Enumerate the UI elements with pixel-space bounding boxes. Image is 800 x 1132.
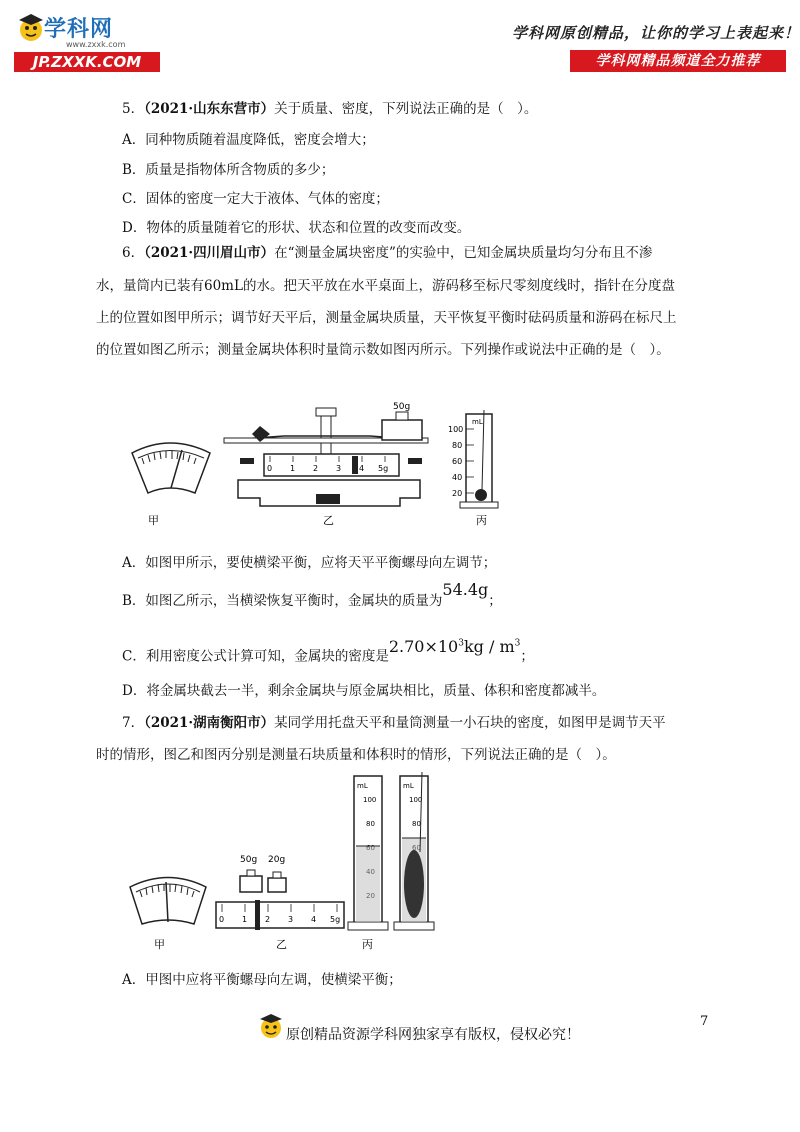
q6-option-d: D．将金属块截去一半，剩余金属块与原金属块相比，质量、体积和密度都减半。 bbox=[122, 683, 606, 699]
q5-number: 5． bbox=[122, 101, 145, 117]
q5-option-c: C．固体的密度一定大于液体、气体的密度； bbox=[122, 191, 389, 207]
q6-source: （2021·四川眉山市） bbox=[144, 245, 275, 261]
q7-stem-line-2: 时的情形，图乙和图丙分别是测量石块质量和体积时的情形，下列说法正确的是（ ）。 bbox=[96, 747, 616, 763]
q7-cyl1-unit: mL bbox=[357, 782, 368, 790]
q6-scale-3: 3 bbox=[336, 464, 342, 473]
q6-figure bbox=[120, 398, 540, 533]
q7-scale-3: 3 bbox=[288, 915, 294, 924]
q6-scale-4: 4 bbox=[359, 464, 365, 473]
q6-label-jia: 甲 bbox=[148, 514, 159, 527]
q7-number: 7． bbox=[122, 715, 145, 731]
q6-scale-0: 0 bbox=[267, 464, 273, 473]
q7-scale-5: 5g bbox=[330, 915, 341, 924]
q7-scale-1: 1 bbox=[242, 915, 248, 924]
q6-cyl-20: 20 bbox=[452, 489, 463, 498]
q6-option-c bbox=[122, 637, 534, 665]
q6-option-b-math: 54.4g bbox=[442, 580, 489, 599]
q6-option-c-math bbox=[389, 637, 521, 656]
q5-stem-text: 关于质量、密度，下列说法正确的是（ ）。 bbox=[274, 101, 538, 117]
q7-cylinders-bing bbox=[348, 772, 434, 930]
logo-title: 学科网 bbox=[44, 17, 114, 42]
q6-c-base: 2.70×10 bbox=[388, 637, 459, 657]
q6-option-b bbox=[122, 580, 502, 610]
q6-option-b-text: B．如图乙所示，当横梁恢复平衡时，金属块的质量为 bbox=[122, 593, 443, 609]
q7-cyl1-100: 100 bbox=[363, 796, 377, 804]
q6-cyl-80: 80 bbox=[452, 441, 463, 450]
q6-scale-1: 1 bbox=[290, 464, 296, 473]
q7-stem-line-1 bbox=[122, 714, 666, 732]
mascot-icon bbox=[16, 12, 46, 52]
q7-weight-50: 50g bbox=[240, 855, 258, 865]
q7-stem-text-1: 某同学用托盘天平和量筒测量一小石块的密度，如图甲是调节天平 bbox=[274, 715, 666, 731]
q6-weight-label: 50g bbox=[393, 402, 411, 412]
q6-scale-5: 5g bbox=[378, 464, 389, 473]
q6-stem-line-3: 上的位置如图甲所示；调节好天平后，测量金属块质量，天平恢复平衡时砝码质量和游码在标尺上 bbox=[96, 310, 677, 326]
q7-cyl2-unit: mL bbox=[403, 782, 414, 790]
q6-option-c-text: C．利用密度公式计算可知，金属块的密度是 bbox=[122, 648, 389, 665]
q6-stem-line-4: 的位置如图乙所示；测量金属块体积时量筒示数如图丙所示。下列操作或说法中正确的是（ ）。 bbox=[96, 342, 670, 358]
q7-option-a: A．甲图中应将平衡螺母向左调，使横梁平衡； bbox=[122, 972, 402, 988]
q6-cylinder-unit: mL bbox=[472, 418, 483, 426]
q7-label-yi: 乙 bbox=[276, 938, 287, 951]
mascot-icon bbox=[258, 1012, 284, 1044]
q6-c-unit: kg / m bbox=[463, 637, 515, 657]
q7-cyl2-100: 100 bbox=[409, 796, 423, 804]
logo-subtitle: www.zxxk.com bbox=[66, 40, 126, 49]
q7-cyl1-80: 80 bbox=[366, 820, 375, 828]
q6-scale-2: 2 bbox=[313, 464, 319, 473]
q7-scale-4: 4 bbox=[311, 915, 317, 924]
q6-cylinder-bing bbox=[448, 410, 498, 508]
q7-weight-20: 20g bbox=[268, 855, 286, 865]
q6-option-a: A．如图甲所示，要使横梁平衡，应将天平平衡螺母向左调节； bbox=[122, 555, 497, 571]
q7-label-bing: 丙 bbox=[362, 938, 373, 951]
q7-source: （2021·湖南衡阳市） bbox=[144, 715, 275, 731]
q5-option-b: B．质量是指物体所含物质的多少； bbox=[122, 162, 335, 178]
q5-option-d: D．物体的质量随着它的形状、状态和位置的改变而改变。 bbox=[122, 220, 471, 236]
q6-label-yi: 乙 bbox=[323, 514, 334, 527]
q7-scale-0: 0 bbox=[219, 915, 225, 924]
q6-cyl-60: 60 bbox=[452, 457, 463, 466]
q7-scale-2: 2 bbox=[265, 915, 271, 924]
logo-domain: JP.ZXXK.COM bbox=[14, 52, 160, 72]
q6-dial-jia bbox=[132, 443, 210, 493]
q6-cyl-40: 40 bbox=[452, 473, 463, 482]
header-slogan: 学科网原创精品，让你的学习上表起来！ bbox=[512, 24, 800, 42]
q7-scale-yi bbox=[216, 855, 344, 930]
q6-c-exp: 3 bbox=[458, 639, 464, 649]
q6-number: 6． bbox=[122, 245, 145, 261]
q6-balance-yi bbox=[224, 402, 428, 506]
q6-label-bing: 丙 bbox=[476, 514, 487, 527]
q6-stem-line-1 bbox=[122, 244, 652, 262]
footer-copyright: 原创精品资源学科网独家享有版权，侵权必究！ bbox=[286, 1027, 580, 1043]
q6-option-b-tail: ； bbox=[488, 593, 502, 609]
header-banner: 学科网精品频道全力推荐 bbox=[570, 50, 786, 72]
q6-stem-text-1: 在“测量金属块密度”的实验中，已知金属块质量均匀分布且不渗 bbox=[274, 245, 653, 261]
q7-label-jia: 甲 bbox=[154, 938, 165, 951]
q5-source: （2021·山东东营市） bbox=[144, 101, 275, 117]
q5-stem bbox=[122, 100, 537, 118]
q6-cyl-100: 100 bbox=[448, 425, 464, 434]
q6-stem-line-2: 水，量筒内已装有60mL的水。把天平放在水平桌面上，游码移至标尺零刻度线时，指针在分度盘 bbox=[96, 278, 675, 294]
page-number: 7 bbox=[700, 1014, 709, 1029]
q5-option-a: A．同种物质随着温度降低，密度会增大； bbox=[122, 132, 375, 148]
q7-figure bbox=[124, 772, 454, 952]
q6-c-unit-exp: 3 bbox=[514, 639, 521, 649]
q7-dial-jia bbox=[130, 878, 206, 925]
q7-cyl2-80: 80 bbox=[412, 820, 421, 828]
q6-option-c-tail: ； bbox=[520, 648, 534, 665]
